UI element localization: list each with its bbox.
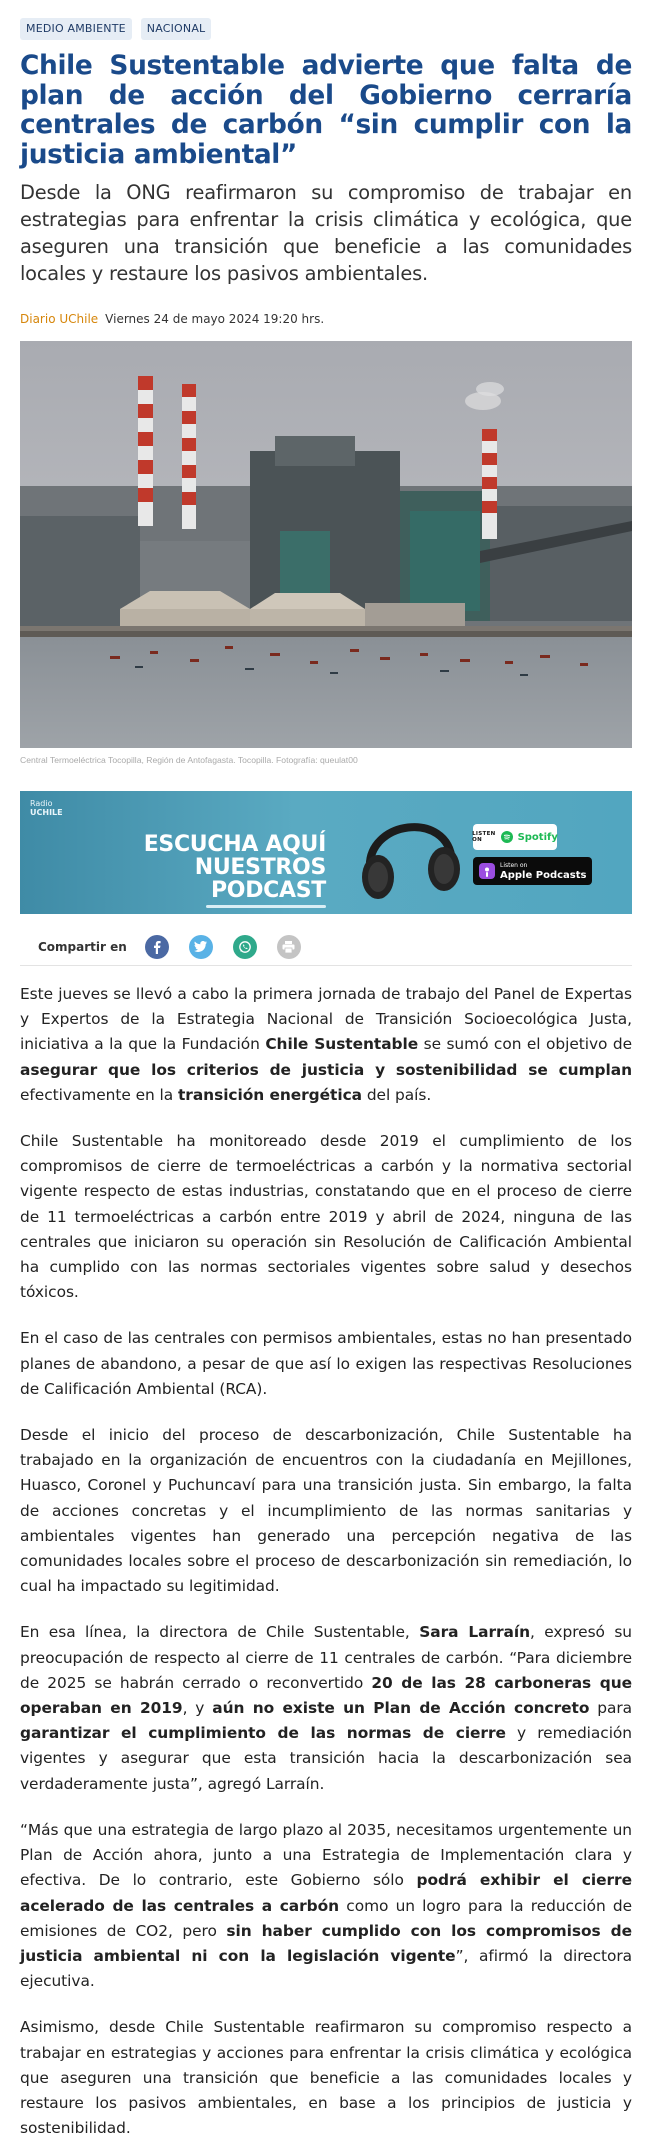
- headline: Chile Sustentable advierte que falta de plan de acción del Gobierno cerraría centrales de carbón “sin cumplir con la justicia ambiental”: [20, 50, 632, 170]
- apple-podcasts-badge[interactable]: [473, 857, 592, 885]
- text-run: ”, afirmó la directora ejecutiva.: [20, 1946, 632, 1991]
- bold-text: transición energética: [178, 1085, 362, 1104]
- share-bar: [20, 932, 632, 966]
- body-paragraph: [20, 982, 632, 1108]
- text-run: , y: [182, 1699, 213, 1718]
- body-paragraph: [20, 2015, 632, 2141]
- text-run: Chile Sustentable ha monitoreado desde 2019 el cumplimiento de los compromisos de cierre de termoeléctricas a carbón y la normativa sectorial vigente respecto de estas industrias, constatando que en el proceso de cierre de 11 termoeléctricas a carbón entre 2019 y abril de 2024, ninguna de las centrales que iniciaron su operación sin Resolución de Calificación Ambiental ha cumplido con las normas sectoriales vigentes sobre salud y desechos tóxicos.: [20, 1132, 632, 1302]
- whatsapp-share-button[interactable]: [233, 935, 257, 959]
- banner-title-line1: ESCUCHA AQUÍ: [143, 832, 326, 857]
- twitter-icon: [194, 941, 207, 952]
- facebook-share-button[interactable]: [145, 935, 169, 959]
- lead-paragraph: Desde la ONG reafirmaron su compromiso de trabajar en estrategias para enfrentar la crisis climática y ecológica, que aseguren una transición que beneficie a las comunidades locales y restaure los pasivos ambientales.: [20, 181, 632, 285]
- spotify-badge[interactable]: [473, 824, 557, 850]
- apple-small: Listen on: [500, 862, 528, 869]
- tag-medio-ambiente[interactable]: MEDIO AMBIENTE: [20, 18, 132, 40]
- logo-bottom: UCHILE: [30, 808, 63, 817]
- apple-podcasts-icon: [479, 863, 495, 879]
- radio-uchile-logo: [30, 799, 63, 817]
- bold-text: asegurar que los criterios de justicia y sostenibilidad se cumplan: [20, 1060, 632, 1079]
- chimney-right: [482, 429, 497, 539]
- text-run: Desde el inicio del proceso de descarbonización, Chile Sustentable ha trabajado en la organización de encuentros con la ciudadanía en Mejillones, Huasco, Coronel y Puchuncaví para una transición justa. Sin embargo, la falta de acciones concretas y el incumplimiento de las normas sanitarias y ambientales vigentes han generado una percepción negativa de las comunidades locales sobre el proceso de descarbonización sin remediación, lo cual ha impactado su legitimidad.: [20, 1426, 632, 1596]
- byline-source[interactable]: Diario UChile: [20, 312, 99, 326]
- spotify-small: LISTEN ON: [472, 831, 496, 843]
- logo-top: Radio: [30, 799, 53, 808]
- print-button[interactable]: [277, 935, 301, 959]
- chimney-middle: [182, 384, 196, 529]
- category-tags: [20, 0, 632, 40]
- chimney-left: [138, 376, 153, 526]
- bold-text: 20 de las 28 carboneras que operaban en 2019: [20, 1673, 632, 1718]
- headphones-icon: [348, 799, 468, 909]
- banner-title-line2: NUESTROS PODCAST: [194, 855, 326, 903]
- article-body: [20, 982, 632, 2141]
- banner-underline: [206, 905, 326, 908]
- bold-text: Chile Sustentable: [265, 1035, 419, 1054]
- text-run: En el caso de las centrales con permisos ambientales, estas no han presentado planes de abandono, a pesar de que así lo exigen las respectivas Resoluciones de Calificación Ambiental (RCA).: [20, 1329, 632, 1398]
- photo-caption: Central Termoeléctrica Tocopilla, Región de Antofagasta. Tocopilla. Fotografía: queulat00: [20, 755, 358, 765]
- text-run: como un logro para la reducción de emisiones de CO2, pero: [20, 1896, 632, 1940]
- text-run: para: [589, 1699, 632, 1718]
- bold-text: Sara Larraín: [419, 1623, 531, 1642]
- body-paragraph: [20, 1620, 632, 1796]
- bold-text: aún no existe un Plan de Acción concreto: [212, 1699, 590, 1718]
- bold-text: podrá exhibir el cierre acelerado de las centrales a carbón: [20, 1871, 632, 1915]
- spotify-icon: [501, 831, 513, 843]
- article-photo: [20, 341, 632, 748]
- twitter-share-button[interactable]: [189, 935, 213, 959]
- text-run: , expresó su preocupación de respecto al cierre de 11 centrales de carbón. “Para diciembre de 2025 se habrán cerrado o reconvertido: [20, 1623, 633, 1692]
- power-plant-photo: [20, 341, 632, 748]
- body-paragraph: [20, 1326, 632, 1402]
- text-run: En esa línea, la directora de Chile Sustentable,: [20, 1623, 420, 1642]
- bold-text: garantizar el cumplimiento de las normas de cierre: [20, 1724, 506, 1743]
- byline-date: Viernes 24 de mayo 2024 19:20 hrs.: [105, 312, 325, 326]
- text-run: y remediación vigentes y asegurar que esta transición hacia la descarbonización sea verdaderamente justa”, agregó Larraín.: [20, 1724, 632, 1793]
- banner-title: [76, 833, 326, 902]
- whatsapp-icon: [238, 940, 252, 954]
- apple-label: Apple Podcasts: [500, 870, 587, 881]
- spotify-label: Spotify: [517, 831, 558, 843]
- text-run: efectivamente en la: [20, 1085, 178, 1104]
- text-run: del país.: [361, 1085, 432, 1104]
- bold-text: sin haber cumplido con los compromisos de justicia ambiental ni con la legislación vigente: [20, 1921, 632, 1965]
- body-paragraph: [20, 1423, 632, 1599]
- body-paragraph: [20, 1818, 632, 1994]
- share-label: Compartir en: [38, 939, 127, 954]
- text-run: “Más que una estrategia de largo plazo al 2035, necesitamos urgentemente un Plan de Acción ahora, junto a una Estrategia de Implementación clara y efectiva. De lo contrario, este Gobierno sólo: [20, 1820, 632, 1890]
- body-paragraph: [20, 1129, 632, 1305]
- text-run: se sumó con el objetivo de: [418, 1035, 632, 1054]
- byline: [20, 312, 632, 326]
- tag-nacional[interactable]: NACIONAL: [141, 18, 212, 40]
- facebook-icon: [152, 940, 162, 954]
- podcast-banner[interactable]: [20, 791, 632, 914]
- printer-icon: [282, 941, 295, 953]
- text-run: Este jueves se llevó a cabo la primera jornada de trabajo del Panel de Expertas y Expertos de la Estrategia Nacional de Transición Socioecológica Justa, iniciativa a la que la Fundación: [20, 985, 632, 1054]
- text-run: Asimismo, desde Chile Sustentable reafirmaron su compromiso respecto a trabajar en estrategias y acciones para enfrentar la crisis climática y ecológica que aseguren una transición que beneficie a las comunidades locales y restaure los pasivos ambientales, en base a los principios de justicia y sostenibilidad.: [20, 2018, 632, 2138]
